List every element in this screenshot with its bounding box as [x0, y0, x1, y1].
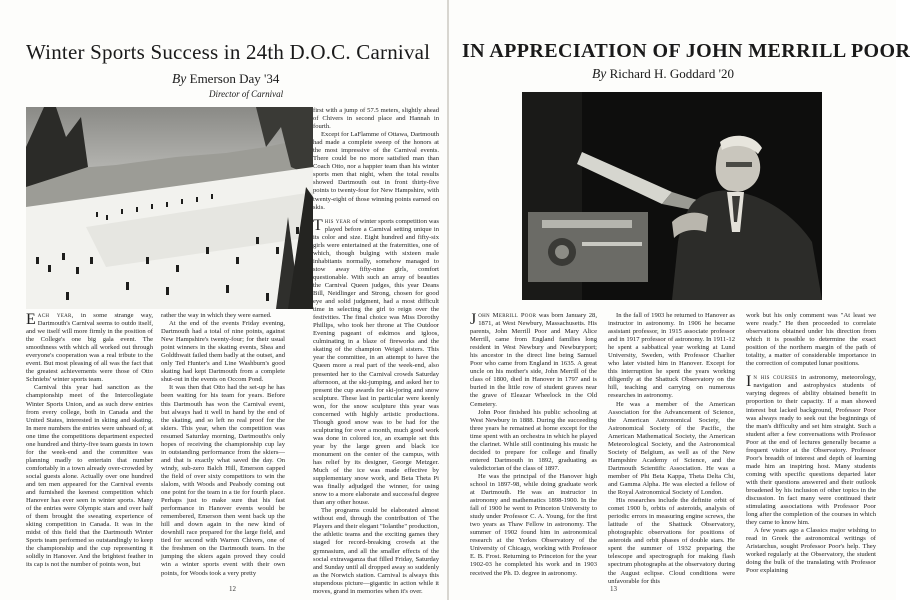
left-col2-para-3: It was then that Otto had the set-up he has been waiting for his team for years. Before this Dartmouth has won the Carnival event, but always had it well in hand by the end of the skating, and so left no real proof for the skiers. This year, when the competition was resumed Saturday morning, Dartmouth's only hopes of receiving the championship cup lay in outstanding performance from the skiers—and that is exactly what saved the day. On windy, sub-zero Balch Hill, Emerson capped the field of over sixty competitors to win the slalom, with Woods and Peabody coming out one point for the team in a tie for fourth place. Perhaps just to make sure that his fast performance in Hanover events would be remembered, Emerson then went back up the hill and down again in the new kind of downhill race prepared for the large field, and tied for second with Warren Chivers, one of the freshmen on the Dartmouth team. In the jumping the skiers again proved they could win a winter sports event with their own points, for Woods took a very pretty — [161, 384, 285, 577]
right-col3-para-3: A few years ago a Classics major wishing to read in Greek the astronomical writings of Aristarchus, sought Professor Poor's help. They worked regularly at the Observatory, the student doing the bulk of the translating with Professor Poor explaining — [746, 527, 876, 575]
page-title-right: IN APPRECIATION OF JOHN MERRILL POOR — [462, 40, 910, 62]
right-col1-para-2: John Poor finished his public schooling at West Newbury in 1888. During the succeeding three years he remained at home except for the time spent with an orchestra in which he played the clarinet. While still continuing his music he decided to prepare for college and finally entered Dartmouth in 1892, graduating as valedictorian of the class of 1897. — [470, 408, 597, 472]
left-column-3 — [313, 107, 440, 595]
author-name-left: Emerson Day '34 — [189, 71, 280, 86]
left-col1-para-1 — [26, 312, 153, 384]
byline-prefix-right: By — [592, 66, 607, 81]
right-col1-para-3: He was the principal of the Hanover high school in 1897-98, while doing graduate work at Dartmouth. He was an instructor in astronomy and mathematics 1898-1900. In the fall of 1900 he went to Princeton University to study under Professor C. A. Young, for the first two years as Thaw Fellow in astronomy. The summer of 1902 found him in astronomical research at the Yerkes Observatory of the University of Chicago, working with Professor E. B. Frost. Returning to Princeton for the year 1902-03 he completed his work and in 1903 received the Ph. D. degree in astronomy. — [470, 472, 597, 577]
left-col2-para-1: rather the way in which they were earned. — [161, 312, 272, 319]
right-col3-text: in astronomy, meteorology, navigation and astrophysics students of varying degrees of ability obtained benefit in proportion to their capacity. If a man showed interest but lacked background, Professor Poor was always ready to seek out the beginnings of the man's difficulty and set him straight. Such a student after a few conversations with Professor Poor at the end of lectures generally became a frequent visitor at the Observatory. Professor Poor's breadth of interest and depth of learning made him an inspiring host. Many students coming with specific questions departed later with their questions answered and their outlook broadened by his inclusion of other topics in the discussion. In fact many were continued their stimulating associations with Professor Poor long after the completion of the courses in which they came to know him. — [746, 374, 876, 527]
right-column-1 — [470, 312, 597, 590]
byline-prefix-left: By — [172, 71, 187, 86]
left-col3-para-3 — [313, 218, 439, 508]
spread-gutter — [447, 0, 449, 600]
right-col3-lead: n his courses — [753, 374, 798, 382]
byline-left — [172, 71, 279, 87]
right-column-2 — [608, 312, 735, 590]
right-col1-lead: ohn Merrill Poor — [478, 312, 537, 319]
right-col3-para-2 — [746, 374, 876, 527]
left-col3-text: of winter sports competition was played before a Carnival setting unique in its color and size. Eight hundred and fifty-six girls were entertained at the fraternities, one of which, though bulging with sixteen male inhabitants normally, somehow managed to stow away fifty-nine girls, comfort questionable. With such an array of beauties the Carnival Queen judges, this year Deans Bill, Neidlinger and Strong, chosen for good eye and solid judgment, had a most difficult time in selecting the girl to reign over the festivities. The final choice was Miss Dorothy Phillips, who took her throne at The Outdoor Evening pageant of eskimos and igloos, culminating in a blaze of fireworks and the skating of the champion Weigel sisters. This year the committee, in an attempt to have the Queen more a real part of the week-end, also presented her to the Carnival crowds Saturday afternoon, at the ski-jumping, and asked her to present the cup awards for ski-joring and snow sculpture. These last in particular were keenly won, for the snow sculpture this year was concerned with highly artistic productions. Though good snow was to be had for the sculpturing for over a month, much good work was done in colored ice, an example set this year by the large green and black ice monument on the center of the campus, with has relief by its designer, George Metzger. Much of the ice was made effective by supplementary snow work, and Beta Theta Pi was finally adjudged the winner, for using snow to a more elaborate and successful degree than any other house. — [313, 217, 440, 507]
left-col1-lead: ach year, — [37, 312, 74, 319]
left-col3-dropcap: T — [313, 216, 323, 234]
left-column-2 — [161, 312, 285, 590]
right-page — [450, 0, 910, 600]
byline-right — [592, 66, 734, 82]
left-page — [0, 0, 446, 600]
right-col3-para-1: work but his only comment was "At least we were ready." He then proceeded to correlate observations obtained under his direction from which it is possible to determine the exact position of the northern margin of the path of totality, a matter of considerable importance in the correction of computed lunar positions. — [746, 312, 876, 368]
right-col1-para-1 — [470, 312, 597, 409]
left-col1-text: in some strange way, Dartmouth's Carnival seems to outdo itself, and we itself will more firmly in the position of the College's one big gala event. The smoothness with which all worked out through everyone's cooperation was a real tribute to the event. But most pleasing of all was the fact that the greatest achievements were those of Otto Schniebs' winter sports team. — [26, 312, 153, 384]
left-col1-dropcap: E — [26, 311, 36, 328]
right-column-3 — [746, 312, 876, 590]
portrait-photo — [522, 92, 822, 300]
left-col3-para-4: The programs could be elaborated almost without end, through the contribution of The Players and their elegant "Iolanthe" production, the athletic teams and the exciting games they staged for record-breaking crowds at the gymnasium, and all the smaller effects of the social extravaganza that filled Friday, Saturday and Sunday until all dropped away so suddenly as the Norwich station. Carnival is always this stupendous picture—gigantic in action while it moves, grand in memories when it's over. — [313, 507, 439, 595]
left-column-1 — [26, 312, 153, 590]
right-col1-text: was born January 28, 1871, at West Newbury, Massachusetts. His parents, John Merrill Poor and Mary Alice Merrill, came from England families long resident in West Newbury and Newburyport; his ancestor in the direct line being Samuel Poor who came from England in 1635. A great uncle on his mother's side, John Merrill of the class of 1800, died in Hanover in 1797 and is buried in the little row of student graves near the grave of Eleazar Wheelock in the Old Cemetery. — [470, 312, 598, 408]
left-col2-para-2: At the end of the events Friday evening, Dartmouth had a total of nine points, against New Hampshire's twenty-four; for their usual point winners in the skating events, Shea and Goldthwait failed them badly at the outset, and only Ted Hunter's and Line Washburn's good skating had kept Dartmouth from a complete shut-out in the events on Occom Pond. — [161, 320, 285, 384]
author-role-left: Director of Carnival — [209, 89, 284, 99]
right-col2-para-3: His researches include the definite orbit of comet 1900 b, orbits of asteroids, analysis of periodic errors in measuring engine screws, the latitude of the Shattuck Observatory, photographic observations for positions of asteroids and orbit phases of double stars. He spent the summer of 1932 preparing the telescope and spectrograph for making flash spectrum photographs at the observatory during the August eclipse. Cloud conditions were unfavorable for this — [608, 497, 735, 585]
carnival-crowd-photo — [26, 107, 313, 309]
right-col2-para-1: In the fall of 1903 he returned to Hanover as instructor in astronomy. In 1906 he became assistant professor, in 1915 associate professor and in 1917 professor of astronomy. In 1911-12 he spent a sabbatical year working at Lund University, Sweden, with Professor Charlier who later visited him in Hanover. Except for this interruption he spent the years working diligently at the Shattuck Observatory on the hill, teaching and carrying on numerous researches in astronomy. — [608, 312, 735, 400]
right-col1-dropcap: J — [470, 311, 477, 328]
page-number-right: 13 — [610, 585, 617, 593]
left-col3-para-2: Except for LaFlamme of Ottawa, Dartmouth had made a complete sweep of the honors at the most impressive of the Carnival events. There could be no more satisfied man than Coach Otto, nor a happier team than his winter sports men that night, when the total results showed Dartmouth out in front thirty-five points to twenty-four for New Hampshire, with twenty-eight of those winning points earned on skis. — [313, 131, 439, 211]
right-col3-dropcap: I — [746, 373, 752, 391]
author-name-right: Richard H. Goddard '20 — [609, 66, 734, 81]
left-col1-para-2: Carnival this year had sanction as the championship meet of the Intercollegiate Winter Sports Union, and as such drew entries from every college, both in Canada and the United States, interested in skiing and skating. In mere numbers the entries were unheard of; at one time the competitions department expected one hundred and thirty-five team guests in town for the week-end and the committee was planning madly to entertain that number comfortably in a town already over-crowded by social guests alone. Actually over one hundred and ten men appeared for the Carnival events and furnished the keenest competition which Hanover has ever seen in winter sports. Many of the entries were Olympic stars and over half of them brought the sweating experience of skiing competition in Canada. It was in the midst of this field that the Dartmouth Winter Sports team performed so outstandingly to keep the championship and the cup representing it solidly in Hanover. And the brightest feather in its cap is not the number of points won, but — [26, 384, 153, 569]
right-col2-para-2: He was a member of the American Association for the Advancement of Science, the American Astronomical Society, the Astronomical Society of the Pacific, the American Mathematical Society, the American Meteorological Society, and the Astronomical Society of Belgium, as well as of the New Hampshire Academy of Science, and the Dartmouth Scientific Association. He was a member of Phi Beta Kappa, Theta Delta Chi, and Gamma Alpha. He was elected a fellow of the Royal Astronomical Society of London. — [608, 400, 735, 497]
left-col3-lead: his year — [324, 217, 351, 225]
page-number-left: 12 — [229, 585, 236, 593]
page-title-left: Winter Sports Success in 24th D.O.C. Carnival — [26, 40, 431, 64]
left-col3-para-1: first with a jump of 57.5 meters, slightly ahead of Chivers in second place and Hannah in fourth. — [313, 107, 439, 131]
